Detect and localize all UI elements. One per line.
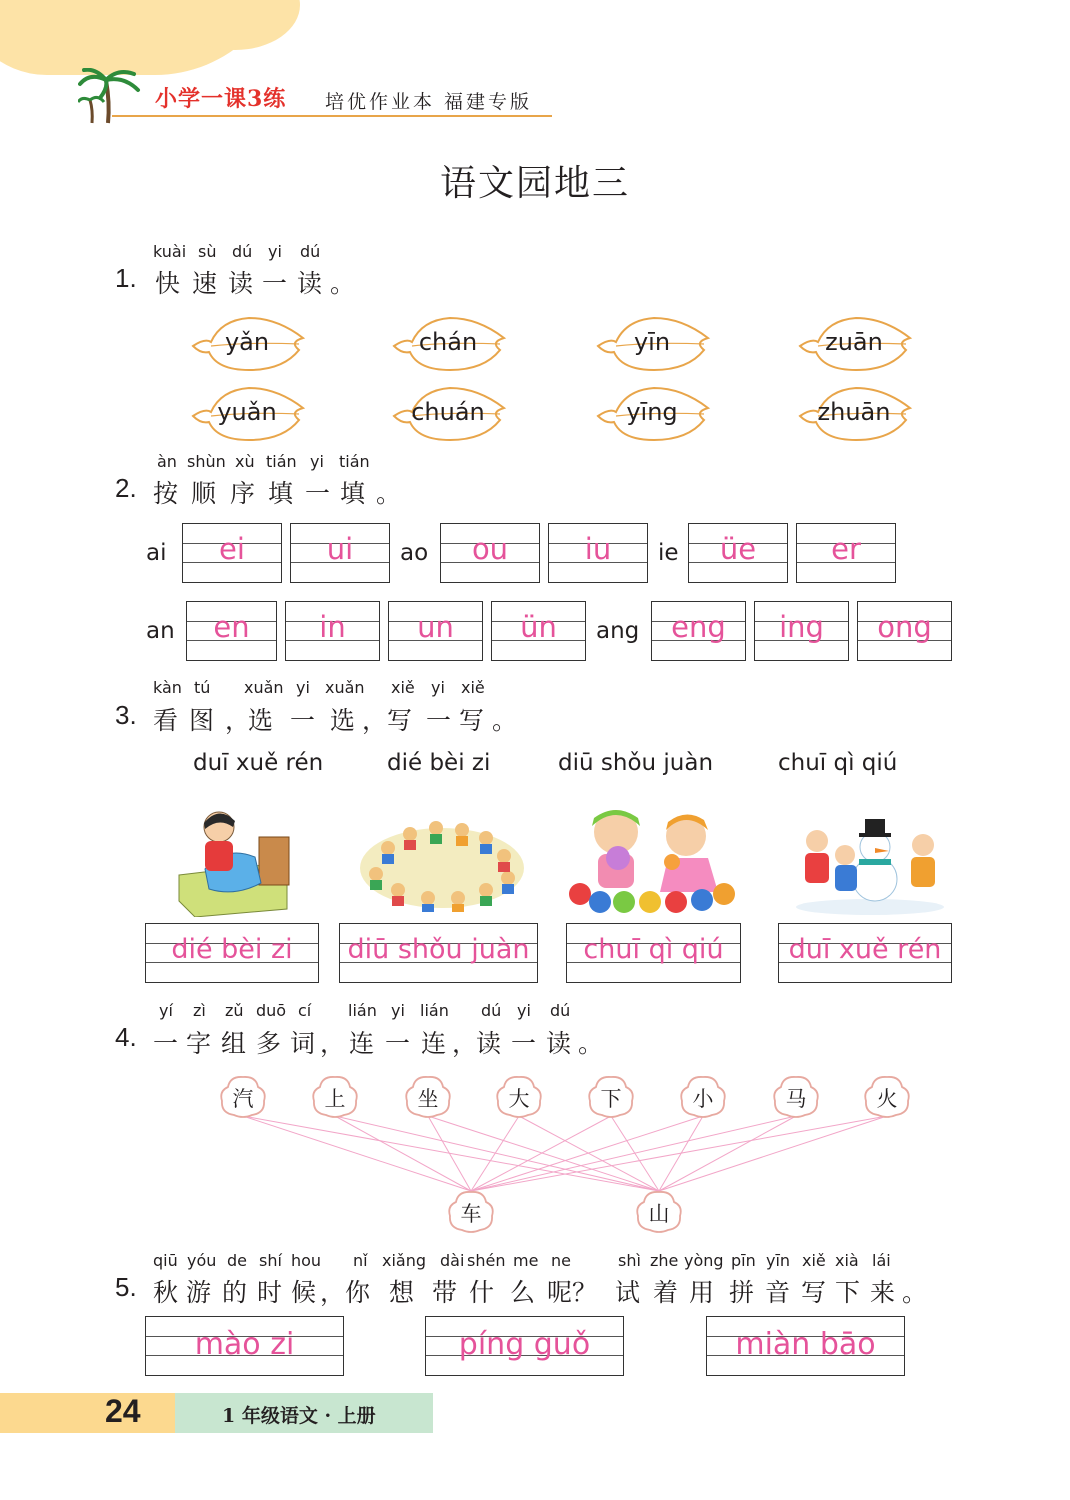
heading-character: 游 xyxy=(186,1278,212,1307)
pinyin-annotation: zì xyxy=(193,1001,206,1020)
heading-character: 一 xyxy=(153,1029,179,1058)
pinyin-annotation: yóu xyxy=(187,1251,217,1270)
answer-box[interactable]: ou xyxy=(440,523,540,583)
heading-character: 带 xyxy=(432,1278,458,1307)
top-character-bubble[interactable] xyxy=(403,1073,453,1119)
heading-character: 么 xyxy=(510,1278,536,1307)
leaf-syllable: chán xyxy=(418,328,478,356)
trip-answer-box[interactable]: píng guǒ xyxy=(425,1316,624,1376)
leaf-syllable: zuān xyxy=(825,328,883,356)
heading-character: 一 xyxy=(290,706,316,735)
grade-label: 1 年级语文 · 上册 xyxy=(222,1405,376,1427)
heading-character: 用 xyxy=(689,1278,715,1307)
pinyin-annotation: dú xyxy=(481,1001,502,1020)
page-title: 语文园地三 xyxy=(439,163,630,204)
heading-character: ，你 xyxy=(320,1278,371,1307)
answer-box[interactable]: ün xyxy=(491,601,586,661)
series-logo: 小学一课3练 xyxy=(155,86,287,112)
heading-character: 选 xyxy=(330,706,356,735)
pinyin-annotation: xuǎn xyxy=(244,678,284,697)
heading-character: 试 xyxy=(615,1278,641,1307)
vowel-label: an xyxy=(146,618,175,644)
pinyin-annotation: kàn xyxy=(153,678,182,697)
pinyin-annotation: dú xyxy=(550,1001,571,1020)
leaf-syllable: yǎn xyxy=(224,328,270,356)
picture-answer-box[interactable]: dié bèi zi xyxy=(145,923,319,983)
picture-answer-box[interactable]: duī xuě rén xyxy=(778,923,952,983)
pinyin-annotation: qiū xyxy=(153,1251,178,1270)
pinyin-annotation: pīn xyxy=(731,1251,756,1270)
heading-character: ， xyxy=(320,1029,346,1058)
top-character-bubble[interactable] xyxy=(862,1073,912,1119)
heading-character: 速 xyxy=(192,269,218,298)
heading-character: 写 xyxy=(459,706,485,735)
pinyin-annotation: nǐ xyxy=(353,1251,368,1270)
pinyin-annotation: yi xyxy=(517,1001,531,1020)
heading-character: 候 xyxy=(291,1278,317,1307)
vowel-label: ie xyxy=(658,540,679,566)
bubble-character: 上 xyxy=(324,1087,346,1111)
heading-character: 填 xyxy=(340,479,366,508)
bubble-character: 汽 xyxy=(232,1087,254,1111)
pinyin-annotation: yi xyxy=(296,678,310,697)
section-number: 4. xyxy=(115,1022,137,1052)
match-line xyxy=(471,1116,519,1191)
heading-character: 词 xyxy=(290,1029,316,1058)
answer-box[interactable]: ong xyxy=(857,601,952,661)
pinyin-annotation: de xyxy=(227,1251,247,1270)
bubble-character: 马 xyxy=(785,1087,807,1111)
page-number: 24 xyxy=(105,1393,141,1429)
section-number: 1. xyxy=(115,263,137,293)
pinyin-annotation: xiě xyxy=(802,1251,826,1270)
heading-character: 。 xyxy=(902,1278,928,1307)
bubble-character: 大 xyxy=(508,1087,530,1111)
picture-caption: diū shǒu juàn xyxy=(558,750,714,776)
pinyin-annotation: dài xyxy=(440,1251,465,1270)
top-character-bubble[interactable] xyxy=(771,1073,821,1119)
heading-character: 拼 xyxy=(729,1278,755,1307)
match-line xyxy=(659,1116,887,1191)
pinyin-annotation: hou xyxy=(291,1251,322,1270)
bubble-character: 小 xyxy=(692,1087,714,1111)
heading-character: 。 xyxy=(578,1029,604,1058)
heading-character: 一 xyxy=(262,269,288,298)
section-number: 3. xyxy=(115,700,137,730)
match-line xyxy=(471,1116,796,1191)
pinyin-annotation: zǔ xyxy=(225,1001,244,1020)
pinyin-annotation: duō xyxy=(256,1001,287,1020)
heading-character: 读 xyxy=(476,1029,502,1058)
heading-character: 选 xyxy=(248,706,274,735)
pinyin-annotation: xuǎn xyxy=(325,678,365,697)
pinyin-annotation: shì xyxy=(618,1251,641,1270)
trip-answer-box[interactable]: mào zi xyxy=(145,1316,344,1376)
match-line xyxy=(335,1116,659,1191)
bubble-character: 火 xyxy=(876,1087,898,1111)
heading-character: 序 xyxy=(230,479,256,508)
trip-answer-box[interactable]: miàn bāo xyxy=(706,1316,905,1376)
bubble-character: 车 xyxy=(460,1202,482,1226)
pinyin-annotation: me xyxy=(513,1251,539,1270)
heading-character: 组 xyxy=(221,1029,247,1058)
answer-box[interactable]: ing xyxy=(754,601,849,661)
leaf-syllable: yīng xyxy=(626,398,678,426)
top-character-bubble[interactable] xyxy=(586,1073,636,1119)
heading-character: 一 xyxy=(385,1029,411,1058)
top-character-bubble[interactable] xyxy=(678,1073,728,1119)
bottom-character-bubble[interactable] xyxy=(634,1188,684,1234)
bubble-character: 山 xyxy=(648,1202,670,1226)
leaf-syllable: yīn xyxy=(633,328,671,356)
pinyin-annotation: yi xyxy=(431,678,445,697)
pinyin-annotation: yí xyxy=(159,1001,173,1020)
answer-box[interactable]: in xyxy=(285,601,380,661)
heading-character: 。 xyxy=(492,706,518,735)
pinyin-annotation: dú xyxy=(300,242,321,261)
heading-character: 音 xyxy=(765,1278,791,1307)
answer-box[interactable]: eng xyxy=(651,601,746,661)
match-line xyxy=(428,1116,659,1191)
footer-band xyxy=(0,1393,175,1433)
heading-character: ，写 xyxy=(362,706,413,735)
heading-character: 读 xyxy=(228,269,254,298)
section-number: 2. xyxy=(115,473,137,503)
pinyin-annotation: tú xyxy=(194,678,211,697)
pinyin-annotation: ne xyxy=(551,1251,571,1270)
pinyin-annotation: yīn xyxy=(766,1251,791,1270)
pinyin-annotation: shén xyxy=(467,1251,506,1270)
pinyin-annotation: tián xyxy=(266,452,297,471)
heading-character: 按 xyxy=(153,479,179,508)
picture-caption: duī xuě rén xyxy=(193,750,324,776)
header-subtitle: 培优作业本 福建专版 xyxy=(325,91,533,113)
match-line xyxy=(243,1116,471,1191)
bottom-character-bubble[interactable] xyxy=(446,1188,496,1234)
picture-answer-box[interactable]: diū shǒu juàn xyxy=(339,923,538,983)
heading-character: 顺 xyxy=(191,479,217,508)
heading-character: 连 xyxy=(421,1029,447,1058)
heading-character: 。 xyxy=(376,479,402,508)
heading-character: ， xyxy=(452,1029,478,1058)
pinyin-annotation: tián xyxy=(339,452,370,471)
answer-box[interactable]: üe xyxy=(688,523,788,583)
answer-box[interactable]: en xyxy=(186,601,277,661)
heading-character: 秋 xyxy=(153,1278,179,1307)
section-number: 5. xyxy=(115,1272,137,1302)
pinyin-annotation: xiě xyxy=(391,678,415,697)
pinyin-annotation: lián xyxy=(420,1001,449,1020)
answer-box[interactable]: ei xyxy=(182,523,282,583)
pinyin-annotation: sù xyxy=(198,242,217,261)
heading-character: ， xyxy=(225,706,251,735)
heading-character: 填 xyxy=(268,479,294,508)
heading-character: 图 xyxy=(189,706,215,735)
heading-character: 来 xyxy=(870,1278,896,1307)
heading-character: 一 xyxy=(511,1029,537,1058)
picture-caption: dié bèi zi xyxy=(387,750,491,776)
heading-character: 想 xyxy=(389,1278,415,1307)
heading-character: 多 xyxy=(256,1029,282,1058)
pinyin-annotation: yòng xyxy=(684,1251,724,1270)
pinyin-annotation: xiě xyxy=(461,678,485,697)
picture-answer-box[interactable]: chuī qì qiú xyxy=(566,923,741,983)
pinyin-annotation: àn xyxy=(157,452,177,471)
answer-box[interactable]: un xyxy=(388,601,483,661)
leaf-syllable: chuán xyxy=(411,398,485,426)
heading-character: 下 xyxy=(835,1278,861,1307)
pinyin-annotation: xià xyxy=(835,1251,859,1270)
pinyin-annotation: xù xyxy=(235,452,255,471)
bubble-character: 坐 xyxy=(417,1087,439,1111)
heading-character: 字 xyxy=(186,1029,212,1058)
heading-character: 一 xyxy=(305,479,331,508)
vowel-label: ang xyxy=(596,618,640,644)
vowel-label: ao xyxy=(400,540,429,566)
pinyin-annotation: yi xyxy=(268,242,282,261)
pinyin-annotation: yi xyxy=(391,1001,405,1020)
pinyin-annotation: yi xyxy=(310,452,324,471)
heading-character: 快 xyxy=(155,269,181,298)
pinyin-annotation: zhe xyxy=(650,1251,679,1270)
heading-character: 呢？ xyxy=(547,1278,598,1307)
leaf-syllable: yuǎn xyxy=(217,398,277,426)
pinyin-annotation: lái xyxy=(872,1251,891,1270)
top-character-bubble[interactable] xyxy=(218,1073,268,1119)
pinyin-annotation: shí xyxy=(259,1251,282,1270)
heading-character: 一 xyxy=(426,706,452,735)
heading-character: 的 xyxy=(222,1278,248,1307)
pinyin-annotation: lián xyxy=(348,1001,377,1020)
pinyin-annotation: xiǎng xyxy=(382,1251,427,1270)
answer-box[interactable]: er xyxy=(796,523,896,583)
match-line xyxy=(471,1116,703,1191)
match-line xyxy=(428,1116,471,1191)
answer-box[interactable]: iu xyxy=(548,523,648,583)
pinyin-annotation: kuài xyxy=(153,242,187,261)
heading-character: 时 xyxy=(257,1278,283,1307)
vowel-label: ai xyxy=(146,540,167,566)
heading-character: 读 xyxy=(297,269,323,298)
top-character-bubble[interactable] xyxy=(494,1073,544,1119)
heading-character: 连 xyxy=(349,1029,375,1058)
picture-caption: chuī qì qiú xyxy=(778,750,898,776)
heading-character: 什 xyxy=(469,1278,495,1307)
heading-character: 着 xyxy=(653,1278,679,1307)
heading-character: 。 xyxy=(330,269,356,298)
pinyin-annotation: dú xyxy=(232,242,253,261)
answer-box[interactable]: ui xyxy=(290,523,390,583)
bubble-character: 下 xyxy=(600,1087,622,1111)
heading-character: 写 xyxy=(801,1278,827,1307)
top-character-bubble[interactable] xyxy=(310,1073,360,1119)
heading-character: 读 xyxy=(546,1029,572,1058)
leaf-syllable: zhuān xyxy=(817,398,891,426)
pinyin-annotation: cí xyxy=(298,1001,312,1020)
heading-character: 看 xyxy=(153,706,179,735)
pinyin-annotation: shùn xyxy=(187,452,226,471)
